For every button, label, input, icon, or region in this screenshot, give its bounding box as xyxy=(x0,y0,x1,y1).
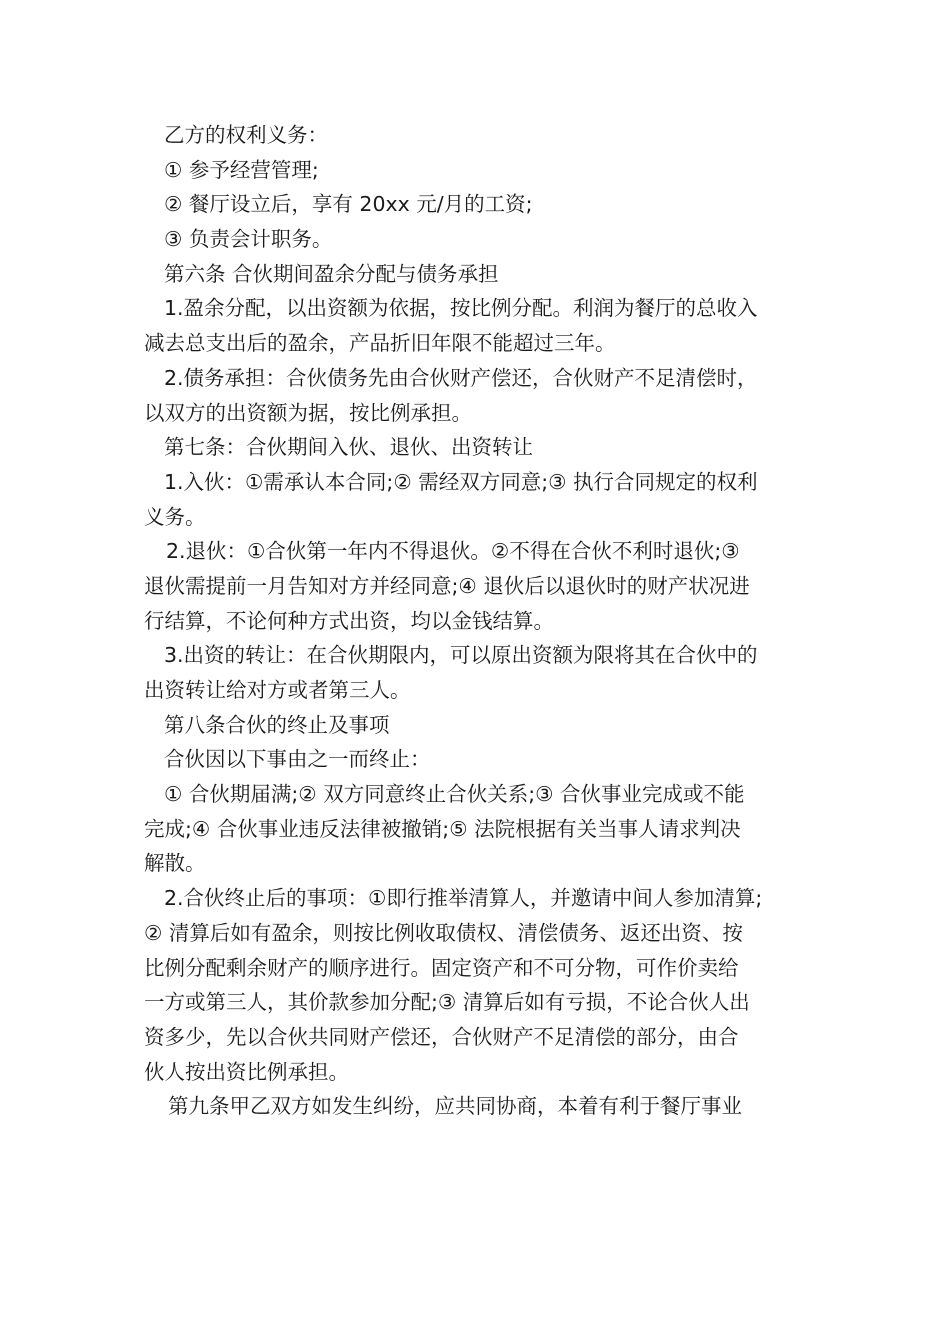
text-line: 2.债务承担：合伙债务先由合伙财产偿还，合伙财产不足清偿时， xyxy=(164,365,758,390)
text-line: ① 合伙期届满;② 双方同意终止合伙关系;③ 合伙事业完成或不能 xyxy=(164,782,745,807)
text-line: 2.合伙终止后的事项：①即行推举清算人，并邀请中间人参加清算; xyxy=(164,886,763,911)
text-line: 比例分配剩余财产的顺序进行。固定资产和不可分物，可作价卖给 xyxy=(144,955,739,980)
text-line: 2.退伙：①合伙第一年内不得退伙。②不得在合伙不利时退伙;③ xyxy=(166,539,740,564)
text-line: 第七条：合伙期间入伙、退伙、出资转让 xyxy=(164,435,533,460)
text-line: 行结算，不论何种方式出资，均以金钱结算。 xyxy=(144,608,554,633)
text-line: 1.盈余分配，以出资额为依据，按比例分配。利润为餐厅的总收入 xyxy=(164,296,758,321)
text-line: ② 清算后如有盈余，则按比例收取债权、清偿债务、返还出资、按 xyxy=(144,920,743,945)
text-line: ② 餐厅设立后，享有 20xx 元/月的工资; xyxy=(164,192,533,217)
text-line: 出资转让给对方或者第三人。 xyxy=(144,678,411,702)
text-line: 伙人按出资比例承担。 xyxy=(144,1059,349,1084)
text-line: 义务。 xyxy=(144,504,206,529)
text-line: 第六条 合伙期间盈余分配与债务承担 xyxy=(164,261,499,286)
text-line: 资多少，先以合伙共同财产偿还，合伙财产不足清偿的部分，由合 xyxy=(144,1024,739,1049)
document-body xyxy=(144,118,816,1124)
text-line: 第八条合伙的终止及事项 xyxy=(164,712,390,737)
text-line: 解散。 xyxy=(144,851,206,876)
text-line: 1.入伙：①需承认本合同;② 需经双方同意;③ 执行合同规定的权利 xyxy=(164,469,758,494)
text-line: 一方或第三人，其价款参加分配;③ 清算后如有亏损，不论合伙人出 xyxy=(144,990,750,1015)
text-line: 退伙需提前一月告知对方并经同意;④ 退伙后以退伙时的财产状况进 xyxy=(144,573,750,598)
text-line: 合伙因以下事由之一而终止： xyxy=(164,747,431,772)
text-line: 完成;④ 合伙事业违反法律被撤销;⑤ 法院根据有关当事人请求判决 xyxy=(144,816,741,841)
text-line: 以双方的出资额为据，按比例承担。 xyxy=(144,400,472,425)
text-line: 3.出资的转让：在合伙期限内，可以原出资额为限将其在合伙中的 xyxy=(164,643,758,668)
text-line: ③ 负责会计职务。 xyxy=(164,227,333,252)
text-line: 减去总支出后的盈余，产品折旧年限不能超过三年。 xyxy=(144,331,616,356)
text-line: 乙方的权利义务： xyxy=(164,123,328,147)
text-line: 第九条甲乙双方如发生纠纷，应共同协商，本着有利于餐厅事业 xyxy=(168,1094,742,1119)
text-line: ① 参予经营管理; xyxy=(164,157,319,182)
